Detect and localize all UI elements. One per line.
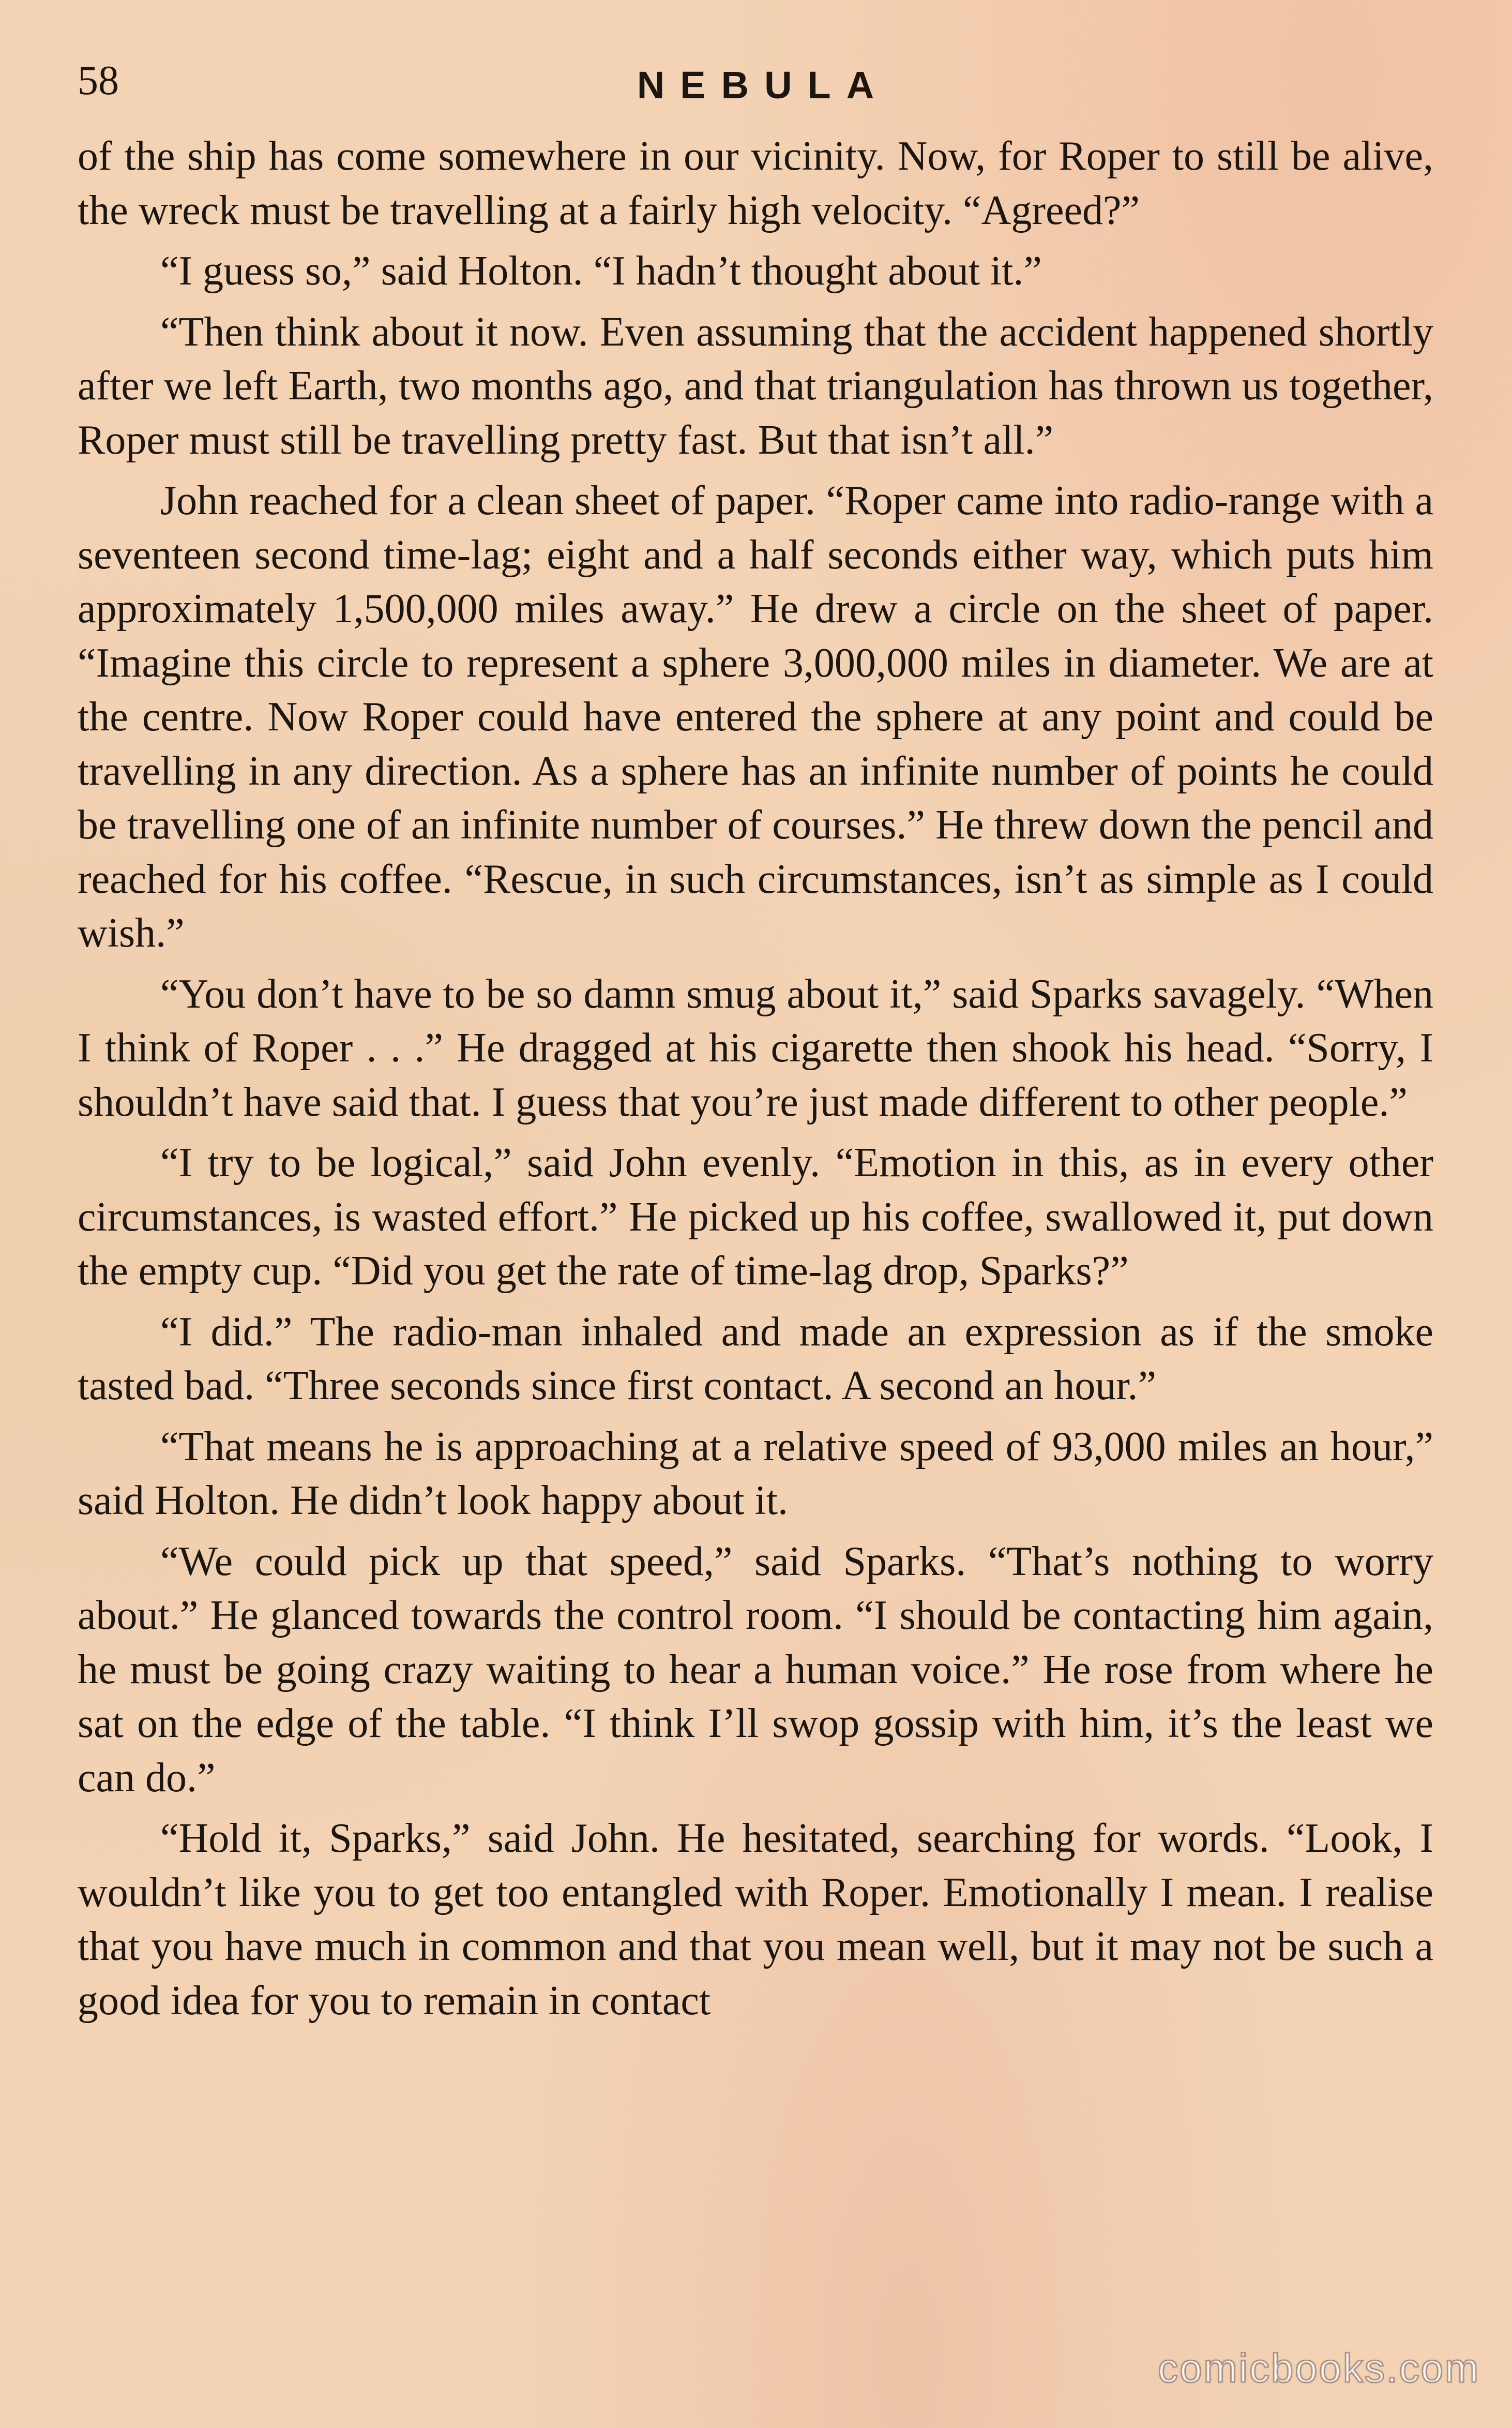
paragraph: “I did.” The radio-man inhaled and made an expression as if the smoke tasted bad. “Three seconds since first contact. A second an hour.”: [78, 1309, 1433, 1408]
paragraph: “I guess so,” said Holton. “I hadn’t thought about it.”: [160, 248, 1042, 294]
running-head: [78, 52, 1433, 129]
magazine-title: NEBULA: [637, 64, 890, 107]
paragraph: of the ship has come somewhere in our vicinity. Now, for Roper to still be alive, the wreck must be travelling at a fairly high velocity. “Agreed?”: [78, 133, 1433, 233]
watermark: comicbooks.com: [1158, 2345, 1480, 2391]
book-page: [78, 52, 1433, 2390]
paragraph: “Then think about it now. Even assuming that the accident happened shortly after we left Earth, two months ago, and that triangulation has thrown us together, Roper must still be travelling pretty fast. But that isn’t all.”: [78, 309, 1433, 463]
page-number: 58: [78, 58, 119, 103]
paragraph: “I try to be logical,” said John evenly. “Emotion in this, as in every other circumstances, is wasted effort.” He picked up his coffee, swallowed it, put down the empty cup. “Did you get the rate of time-lag drop, Sparks?”: [78, 1140, 1433, 1294]
paragraph: “Hold it, Sparks,” said John. He hesitated, searching for words. “Look, I wouldn’t like you to get too entangled with Roper. Emotionally I mean. I realise that you have much in common and that you mean well, but it may not be such a good idea for you to remain in contact: [78, 1816, 1433, 2024]
paragraph: “We could pick up that speed,” said Sparks. “That’s nothing to worry about.” He glanced towards the control room. “I should be contacting him again, he must be going crazy waiting to hear a human voice.” He rose from where he sat on the edge of the table. “I think I’ll swop gossip with him, it’s the least we can do.”: [78, 1538, 1433, 1801]
paragraph: John reached for a clean sheet of paper. “Roper came into radio-range with a seventeen second time-lag; eight and a half seconds either way, which puts him approximately 1,500,000 miles away.” He drew a circle on the sheet of paper. “Imagine this circle to represent a sphere 3,000,000 miles in diameter. We are at the centre. Now Roper could have entered the sphere at any point and could be travelling in any direction. As a sphere has an infinite number of points he could be travelling one of an infinite number of courses.” He threw down the pencil and reached for his coffee. “Rescue, in such circumstances, isn’t as simple as I could wish.”: [78, 478, 1433, 956]
paragraph: “That means he is approaching at a relative speed of 93,000 miles an hour,” said Holton. He didn’t look happy about it.: [78, 1423, 1433, 1523]
paragraph: “You don’t have to be so damn smug about it,” said Sparks savagely. “When I think of Roper . . .” He dragged at his cigarette then shook his head. “Sorry, I shouldn’t have said that. I guess that you’re just made different to other people.”: [78, 971, 1433, 1125]
body-text: [78, 129, 1433, 2028]
